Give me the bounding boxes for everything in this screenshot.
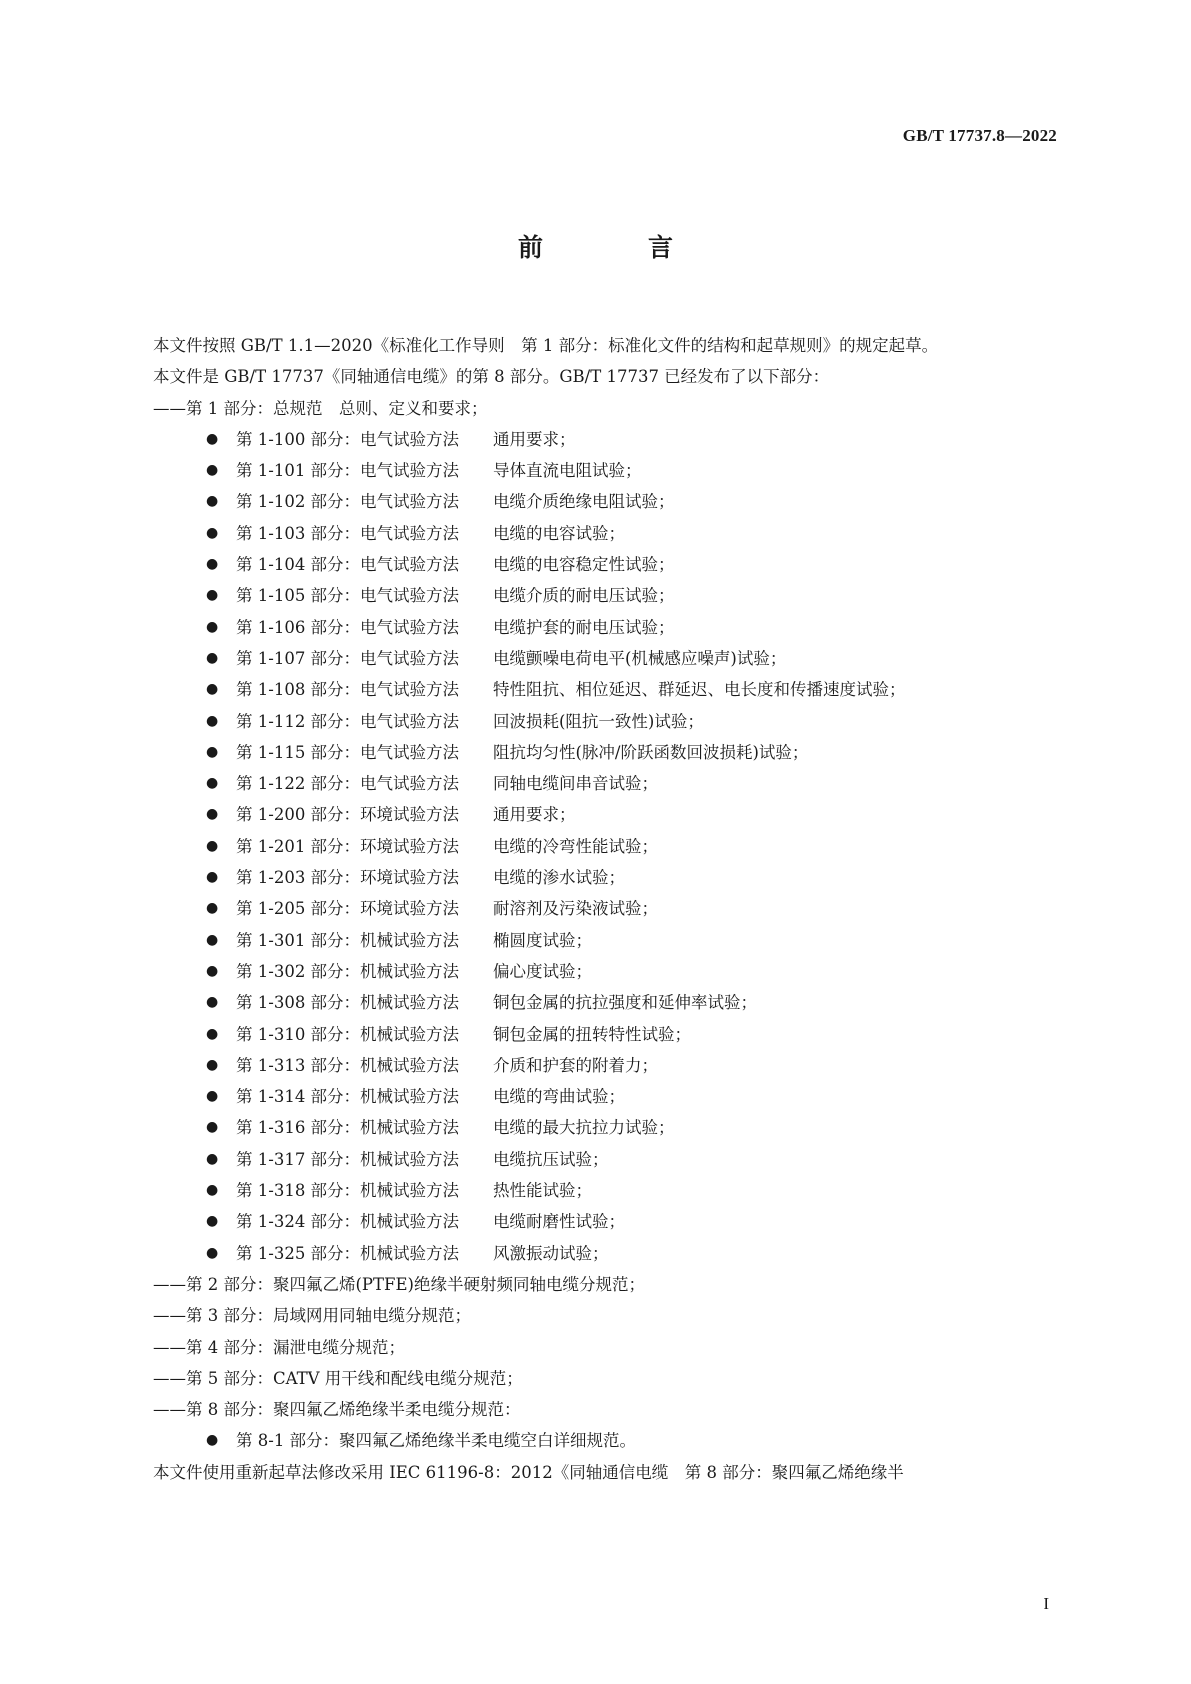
bullet-icon: ● (206, 962, 219, 979)
sub-part-description: 电缆耐磨性试验； (493, 1212, 625, 1232)
sub-part-description: 风激振动试验； (493, 1243, 609, 1263)
part-8-1-item (120, 1425, 1072, 1456)
bullet-icon: ● (206, 681, 219, 698)
sub-part-title: 第 1-104 部分：电气试验方法 (236, 555, 460, 575)
sub-part-title: 第 1-200 部分：环境试验方法 (236, 805, 460, 825)
bullet-icon: ● (206, 1244, 219, 1261)
part-8-1-text: 第 8-1 部分：聚四氟乙烯绝缘半柔电缆空白详细规范。 (236, 1431, 637, 1451)
sub-part-item (120, 706, 1072, 737)
sub-part-item (120, 831, 1072, 862)
sub-part-title: 第 1-108 部分：电气试验方法 (236, 680, 460, 700)
bullet-icon: ● (206, 1025, 219, 1042)
bullet-icon: ● (206, 493, 219, 510)
sub-part-item (120, 643, 1072, 674)
bullet-icon: ● (206, 1213, 219, 1230)
bullet-icon: ● (206, 712, 219, 729)
sub-part-description: 导体直流电阻试验； (493, 461, 642, 481)
sub-part-item (120, 799, 1072, 830)
sub-part-title: 第 1-314 部分：机械试验方法 (236, 1087, 460, 1107)
document-number: GB/T 17737.8—2022 (902, 126, 1057, 145)
sub-part-description: 电缆的电容稳定性试验； (493, 555, 675, 575)
sub-part-description: 铜包金属的扭转特性试验； (493, 1024, 691, 1044)
series-paragraph: 本文件是 GB/T 17737《同轴通信电缆》的第 8 部分。GB/T 17737 已经发布了以下部分： (153, 367, 830, 387)
bullet-icon: ● (206, 931, 219, 948)
bullet-icon: ● (206, 649, 219, 666)
sub-part-title: 第 1-316 部分：机械试验方法 (236, 1118, 460, 1138)
sub-part-item (120, 1019, 1072, 1050)
sub-part-item (120, 486, 1072, 517)
sub-part-item (120, 987, 1072, 1018)
sub-part-item (120, 893, 1072, 924)
sub-part-description: 铜包金属的抗拉强度和延伸率试验； (493, 993, 757, 1013)
sub-part-item (120, 1175, 1072, 1206)
sub-part-title: 第 1-324 部分：机械试验方法 (236, 1212, 460, 1232)
bullet-icon: ● (206, 556, 219, 573)
sub-part-description: 偏心度试验； (493, 961, 592, 981)
sub-part-title: 第 1-122 部分：电气试验方法 (236, 774, 460, 794)
bullet-icon: ● (206, 775, 219, 792)
sub-part-description: 电缆的弯曲试验； (493, 1087, 625, 1107)
sub-part-title: 第 1-313 部分：机械试验方法 (236, 1055, 460, 1075)
sub-part-title: 第 1-101 部分：电气试验方法 (236, 461, 460, 481)
page-number: I (1043, 1594, 1049, 1613)
sub-part-description: 电缆护套的耐电压试验； (493, 617, 675, 637)
sub-part-title: 第 1-205 部分：环境试验方法 (236, 899, 460, 919)
sub-part-description: 电缆的渗水试验； (493, 868, 625, 888)
bullet-icon: ● (206, 1056, 219, 1073)
sub-part-title: 第 1-105 部分：电气试验方法 (236, 586, 460, 606)
sub-part-item (120, 674, 1072, 705)
part-item: ——第 8 部分：聚四氟乙烯绝缘半柔电缆分规范： (153, 1400, 521, 1420)
sub-part-item (120, 518, 1072, 549)
sub-part-title: 第 1-102 部分：电气试验方法 (236, 492, 460, 512)
sub-part-description: 电缆介质的耐电压试验； (493, 586, 675, 606)
sub-part-title: 第 1-301 部分：机械试验方法 (236, 930, 460, 950)
sub-part-description: 回波损耗(阻抗一致性)试验； (493, 711, 704, 731)
bullet-icon: ● (206, 1088, 219, 1105)
adoption-paragraph: 本文件使用重新起草法修改采用 IEC 61196-8：2012《同轴通信电缆 第 8 部分：聚四氟乙烯绝缘半 (153, 1462, 904, 1482)
sub-part-item (120, 549, 1072, 580)
bullet-icon: ● (206, 837, 219, 854)
sub-part-title: 第 1-100 部分：电气试验方法 (236, 429, 460, 449)
part-item: ——第 5 部分：CATV 用干线和配线电缆分规范； (153, 1368, 523, 1388)
bullet-icon: ● (206, 1432, 219, 1449)
sub-part-description: 特性阻抗、相位延迟、群延迟、电长度和传播速度试验； (493, 680, 906, 700)
bullet-icon: ● (206, 743, 219, 760)
sub-part-title: 第 1-203 部分：环境试验方法 (236, 868, 460, 888)
sub-part-description: 通用要求； (493, 429, 576, 449)
sub-part-title: 第 1-115 部分：电气试验方法 (236, 742, 460, 762)
part-1-sub-list (120, 424, 1072, 1269)
sub-part-item (120, 455, 1072, 486)
sub-part-description: 电缆的冷弯性能试验； (493, 836, 658, 856)
sub-part-item (120, 737, 1072, 768)
intro-paragraph: 本文件按照 GB/T 1.1—2020《标准化工作导则 第 1 部分：标准化文件的结构和起草规则》的规定起草。 (153, 336, 939, 355)
page-title: 前 言 (517, 233, 713, 262)
sub-part-title: 第 1-302 部分：机械试验方法 (236, 961, 460, 981)
sub-part-title: 第 1-107 部分：电气试验方法 (236, 648, 460, 668)
sub-part-description: 介质和护套的附着力； (493, 1055, 658, 1075)
sub-part-description: 通用要求； (493, 805, 576, 825)
sub-part-item (120, 1050, 1072, 1081)
sub-part-item (120, 1081, 1072, 1112)
bullet-icon: ● (206, 430, 219, 447)
sub-part-item (120, 1112, 1072, 1143)
sub-part-description: 电缆介质绝缘电阻试验； (493, 492, 675, 512)
part-item: ——第 3 部分：局域网用同轴电缆分规范； (153, 1306, 471, 1326)
bullet-icon: ● (206, 524, 219, 541)
sub-part-item (120, 862, 1072, 893)
sub-part-item (120, 768, 1072, 799)
sub-part-title: 第 1-106 部分：电气试验方法 (236, 617, 460, 637)
sub-part-item (120, 1238, 1072, 1269)
sub-part-description: 电缆颤噪电荷电平(机械感应噪声)试验； (493, 648, 787, 668)
part-item: ——第 4 部分：漏泄电缆分规范； (153, 1337, 405, 1357)
bullet-icon: ● (206, 1150, 219, 1167)
sub-part-title: 第 1-310 部分：机械试验方法 (236, 1024, 460, 1044)
sub-part-title: 第 1-318 部分：机械试验方法 (236, 1181, 460, 1201)
bullet-icon: ● (206, 1182, 219, 1199)
part-item: ——第 2 部分：聚四氟乙烯(PTFE)绝缘半硬射频同轴电缆分规范； (153, 1274, 645, 1294)
sub-part-title: 第 1-112 部分：电气试验方法 (236, 711, 460, 731)
sub-part-title: 第 1-325 部分：机械试验方法 (236, 1243, 460, 1263)
sub-part-item (120, 925, 1072, 956)
sub-part-description: 热性能试验； (493, 1181, 592, 1201)
sub-part-description: 电缆的电容试验； (493, 523, 625, 543)
sub-part-item (120, 612, 1072, 643)
sub-part-item (120, 580, 1072, 611)
sub-part-description: 电缆的最大抗拉力试验； (493, 1118, 675, 1138)
sub-part-item (120, 424, 1072, 455)
sub-part-description: 阻抗均匀性(脉冲/阶跃函数回波损耗)试验； (493, 742, 809, 762)
part-1-item: ——第 1 部分：总规范 总则、定义和要求； (153, 398, 488, 418)
sub-part-description: 椭圆度试验； (493, 930, 592, 950)
sub-part-description: 耐溶剂及污染液试验； (493, 899, 658, 919)
sub-part-title: 第 1-201 部分：环境试验方法 (236, 836, 460, 856)
bullet-icon: ● (206, 994, 219, 1011)
sub-part-title: 第 1-103 部分：电气试验方法 (236, 523, 460, 543)
other-parts-list (120, 1269, 1072, 1425)
bullet-icon: ● (206, 806, 219, 823)
sub-part-item (120, 1144, 1072, 1175)
sub-part-description: 同轴电缆间串音试验； (493, 774, 658, 794)
bullet-icon: ● (206, 900, 219, 917)
sub-part-item (120, 956, 1072, 987)
sub-part-title: 第 1-308 部分：机械试验方法 (236, 993, 460, 1013)
bullet-icon: ● (206, 462, 219, 479)
sub-part-title: 第 1-317 部分：机械试验方法 (236, 1149, 460, 1169)
bullet-icon: ● (206, 1119, 219, 1136)
sub-part-description: 电缆抗压试验； (493, 1149, 609, 1169)
bullet-icon: ● (206, 618, 219, 635)
document-body (120, 330, 1072, 1488)
sub-part-item (120, 1206, 1072, 1237)
bullet-icon: ● (206, 587, 219, 604)
bullet-icon: ● (206, 869, 219, 886)
